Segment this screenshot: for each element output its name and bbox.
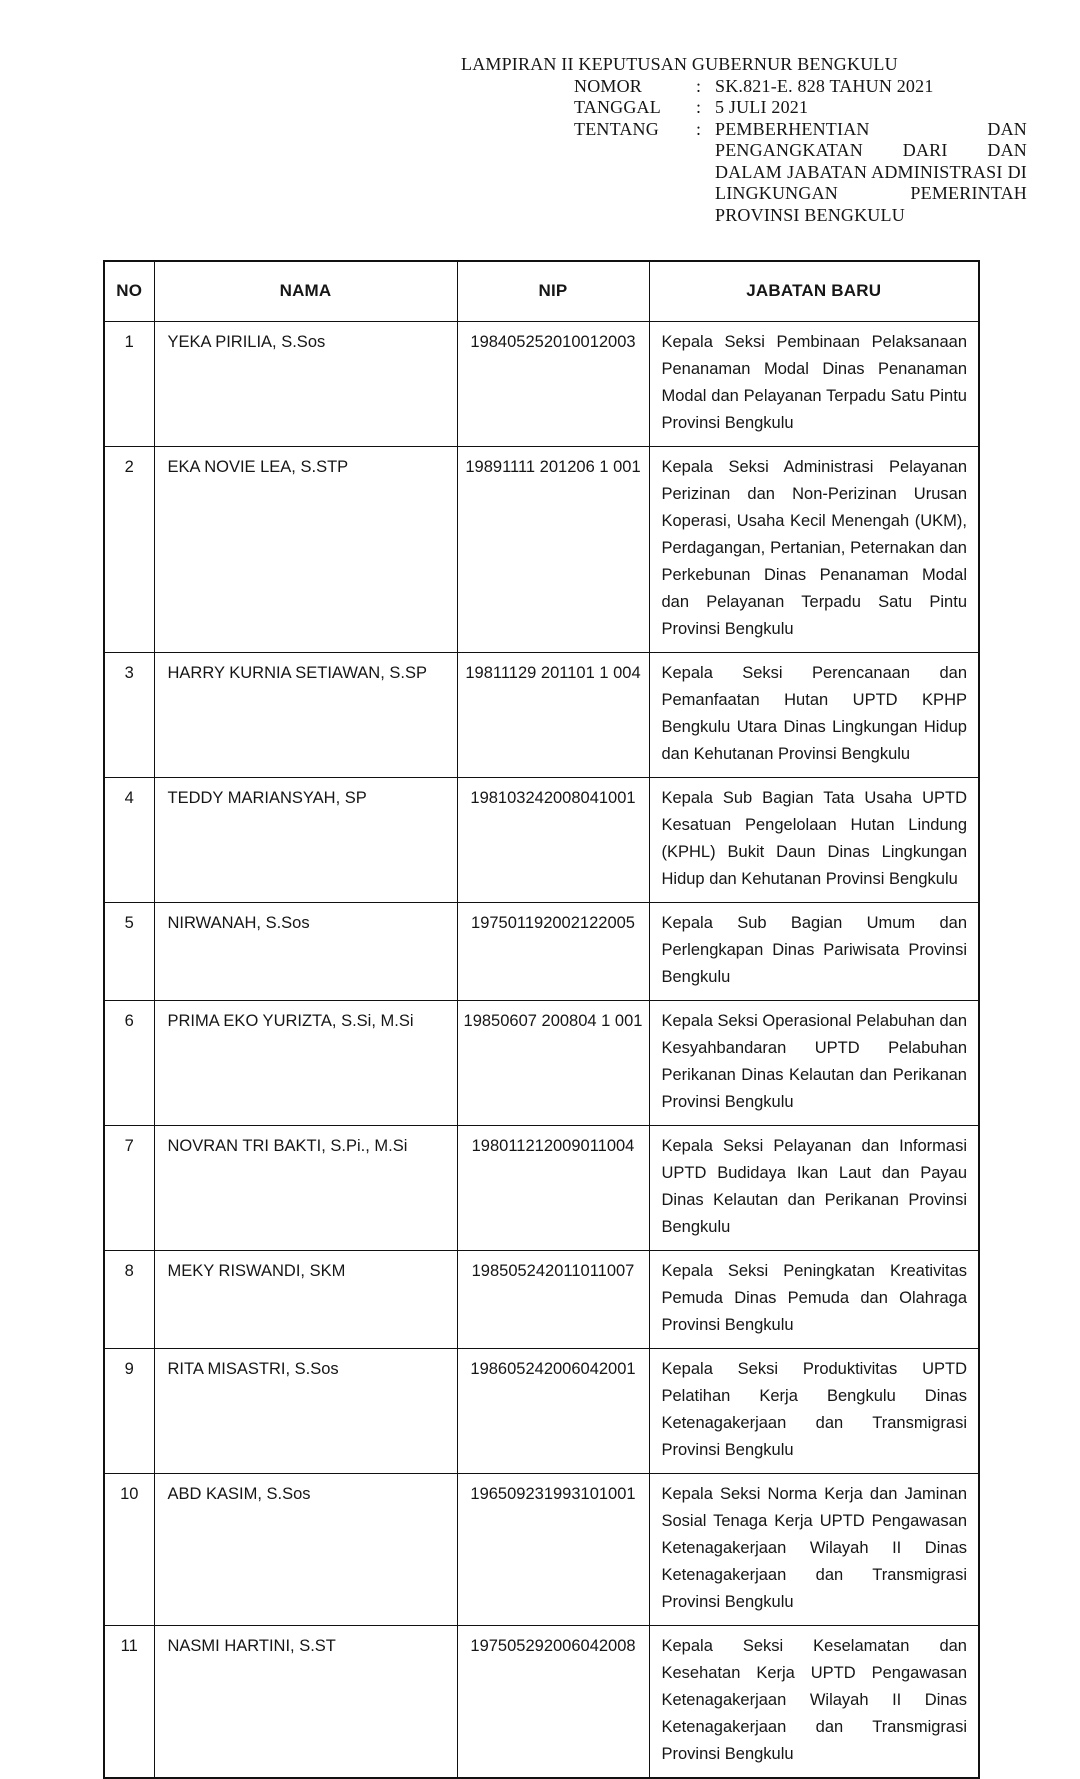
cell-no: 7	[104, 1125, 154, 1250]
cell-no: 6	[104, 1000, 154, 1125]
column-header-nip: NIP	[457, 261, 649, 321]
cell-jabatan-baru: Kepala Seksi Peningkatan Kreativitas Pemuda Dinas Pemuda dan Olahraga Provinsi Bengkulu	[649, 1250, 979, 1348]
cell-nama: NIRWANAH, S.Sos	[154, 902, 457, 1000]
cell-nama: NASMI HARTINI, S.ST	[154, 1625, 457, 1778]
cell-no: 9	[104, 1348, 154, 1473]
field-label-tentang: TENTANG	[574, 118, 659, 139]
field-label-tanggal: TANGGAL	[574, 97, 661, 117]
cell-nip: 19850607 200804 1 001	[457, 1000, 649, 1125]
cell-jabatan-baru: Kepala Sub Bagian Umum dan Perlengkapan Dinas Pariwisata Provinsi Bengkulu	[649, 902, 979, 1000]
cell-no: 8	[104, 1250, 154, 1348]
decree-header	[461, 54, 1027, 226]
cell-nama: HARRY KURNIA SETIAWAN, S.SP	[154, 652, 457, 777]
field-colon: :	[696, 75, 702, 96]
cell-no: 5	[104, 902, 154, 1000]
personnel-table-header	[104, 261, 979, 321]
personnel-table	[103, 260, 980, 1779]
cell-jabatan-baru: Kepala Seksi Keselamatan dan Kesehatan Kerja UPTD Pengawasan Ketenagakerjaan Wilayah II Dinas Ketenagakerjaan dan Transmigrasi Provinsi Bengkulu	[649, 1625, 979, 1778]
cell-no: 2	[104, 446, 154, 652]
decree-header-title: LAMPIRAN II KEPUTUSAN GUBERNUR BENGKULU	[461, 54, 898, 74]
cell-jabatan-baru: Kepala Seksi Pembinaan Pelaksanaan Penanaman Modal Dinas Penanaman Modal dan Pelayanan Terpadu Satu Pintu Provinsi Bengkulu	[649, 321, 979, 446]
field-colon: :	[696, 118, 702, 139]
column-header-nama: NAMA	[154, 261, 457, 321]
cell-nama: YEKA PIRILIA, S.Sos	[154, 321, 457, 446]
table-row	[104, 902, 979, 1000]
field-colon: :	[696, 97, 702, 117]
cell-nip: 19811129 201101 1 004	[457, 652, 649, 777]
table-row	[104, 1250, 979, 1348]
cell-jabatan-baru: Kepala Sub Bagian Tata Usaha UPTD Kesatuan Pengelolaan Hutan Lindung (KPHL) Bukit Daun Dinas Lingkungan Hidup dan Kehutanan Provinsi Bengkulu	[649, 777, 979, 902]
cell-nip: 198605242006042001	[457, 1348, 649, 1473]
table-row	[104, 652, 979, 777]
cell-no: 3	[104, 652, 154, 777]
cell-jabatan-baru: Kepala Seksi Produktivitas UPTD Pelatihan Kerja Bengkulu Dinas Ketenagakerjaan dan Transmigrasi Provinsi Bengkulu	[649, 1348, 979, 1473]
cell-nip: 196509231993101001	[457, 1473, 649, 1625]
cell-no: 10	[104, 1473, 154, 1625]
cell-jabatan-baru: Kepala Seksi Norma Kerja dan Jaminan Sosial Tenaga Kerja UPTD Pengawasan Ketenagakerjaan Wilayah II Dinas Ketenagakerjaan dan Transmigrasi Provinsi Bengkulu	[649, 1473, 979, 1625]
field-value-tanggal: 5 JULI 2021	[715, 97, 809, 117]
cell-jabatan-baru: Kepala Seksi Operasional Pelabuhan dan Kesyahbandaran UPTD Pelabuhan Perikanan Dinas Kelautan dan Perikanan Provinsi Bengkulu	[649, 1000, 979, 1125]
field-value-tentang: PEMBERHENTIAN DAN PENGANGKATAN DARI DAN DALAM JABATAN ADMINISTRASI DI LINGKUNGAN PEMERINTAH PROVINSI BENGKULU	[715, 118, 1027, 225]
cell-jabatan-baru: Kepala Seksi Perencanaan dan Pemanfaatan Hutan UPTD KPHP Bengkulu Utara Dinas Lingkungan Hidup dan Kehutanan Provinsi Bengkulu	[649, 652, 979, 777]
column-header-jabatan: JABATAN BARU	[649, 261, 979, 321]
cell-jabatan-baru: Kepala Seksi Pelayanan dan Informasi UPTD Budidaya Ikan Laut dan Payau Dinas Kelautan dan Perikanan Provinsi Bengkulu	[649, 1125, 979, 1250]
table-row	[104, 446, 979, 652]
cell-nama: ABD KASIM, S.Sos	[154, 1473, 457, 1625]
table-row	[104, 321, 979, 446]
cell-nama: MEKY RISWANDI, SKM	[154, 1250, 457, 1348]
cell-nip: 19891111 201206 1 001	[457, 446, 649, 652]
column-header-no: NO	[104, 261, 154, 321]
cell-no: 4	[104, 777, 154, 902]
cell-nip: 197505292006042008	[457, 1625, 649, 1778]
table-row	[104, 1348, 979, 1473]
cell-nama: RITA MISASTRI, S.Sos	[154, 1348, 457, 1473]
table-row	[104, 1625, 979, 1778]
cell-nama: PRIMA EKO YURIZTA, S.Si, M.Si	[154, 1000, 457, 1125]
field-value-nomor: SK.821-E. 828 TAHUN 2021	[715, 75, 934, 96]
cell-no: 11	[104, 1625, 154, 1778]
cell-nip: 198505242011011007	[457, 1250, 649, 1348]
decree-header-fields	[574, 76, 1027, 227]
cell-nama: TEDDY MARIANSYAH, SP	[154, 777, 457, 902]
table-row	[104, 1000, 979, 1125]
field-label-nomor: NOMOR	[574, 75, 643, 96]
cell-nip: 198405252010012003	[457, 321, 649, 446]
cell-nip: 197501192002122005	[457, 902, 649, 1000]
cell-nip: 198103242008041001	[457, 777, 649, 902]
cell-no: 1	[104, 321, 154, 446]
header-row	[104, 261, 979, 321]
cell-nama: NOVRAN TRI BAKTI, S.Pi., M.Si	[154, 1125, 457, 1250]
personnel-table-body	[104, 321, 979, 1778]
table-row	[104, 777, 979, 902]
cell-nip: 198011212009011004	[457, 1125, 649, 1250]
table-row	[104, 1473, 979, 1625]
cell-nama: EKA NOVIE LEA, S.STP	[154, 446, 457, 652]
table-row	[104, 1125, 979, 1250]
cell-jabatan-baru: Kepala Seksi Administrasi Pelayanan Perizinan dan Non-Perizinan Urusan Koperasi, Usaha Kecil Menengah (UKM), Perdagangan, Pertanian, Peternakan dan Perkebunan Dinas Penanaman Modal dan Pelayanan Terpadu Satu Pintu Provinsi Bengkulu	[649, 446, 979, 652]
